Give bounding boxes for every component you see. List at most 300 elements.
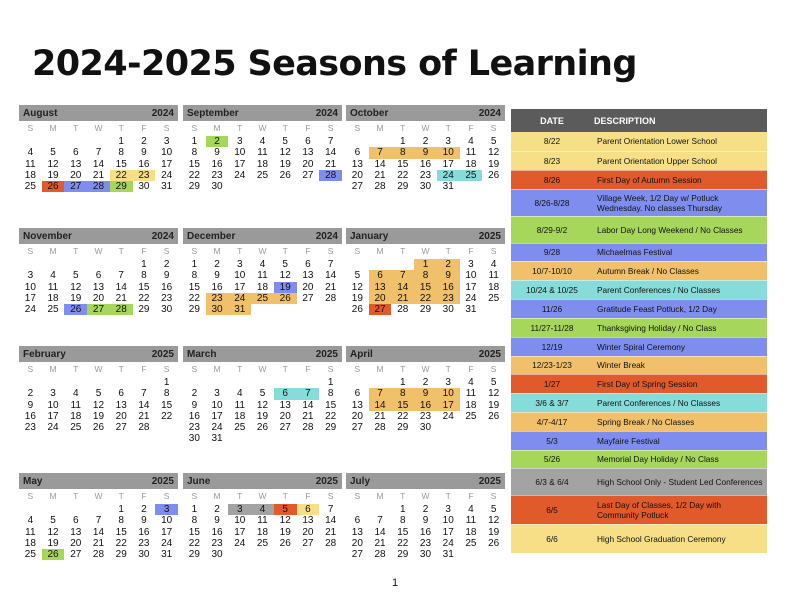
legend-description: Labor Day Long Weekend / No Classes (593, 216, 767, 243)
day-cell: 27 (351, 549, 363, 561)
day-cell: 26 (256, 422, 269, 434)
month-header (183, 228, 342, 244)
day-cell: 23 (419, 169, 432, 181)
day-cell: 6 (305, 136, 311, 147)
day-cell: 22 (188, 537, 200, 549)
weekday-label: M (376, 246, 384, 256)
legend-row (511, 132, 767, 151)
empty-cell (274, 377, 297, 388)
day-cell: 12 (279, 515, 291, 527)
day-cell: 24 (437, 170, 460, 181)
day-cell: 26 (279, 537, 291, 549)
day-cell: 13 (369, 282, 392, 293)
day-cell: 20 (302, 158, 314, 170)
day-cell: 5 (95, 388, 102, 400)
month-july (346, 473, 505, 560)
legend-row (511, 337, 767, 356)
day-cell: 13 (302, 270, 314, 282)
day-cell: 17 (47, 410, 59, 422)
day-cell: 14 (325, 270, 337, 282)
legend-date: 8/29-9/2 (511, 216, 593, 243)
legend-row (511, 318, 767, 337)
day-cell: 16 (161, 281, 173, 293)
day-cell: 21 (115, 292, 127, 304)
empty-cell (133, 377, 156, 388)
legend-row (511, 151, 767, 170)
month-header (19, 105, 178, 121)
day-cell: 19 (488, 399, 500, 411)
day-cell: 5 (282, 136, 288, 147)
day-cell: 13 (279, 399, 291, 411)
weekday-label: S (354, 491, 361, 501)
weekday-label: M (213, 123, 221, 133)
empty-cell (42, 377, 65, 388)
day-cell: 30 (188, 433, 200, 445)
day-cell: 25 (256, 537, 269, 549)
legend-date: 11/26 (511, 299, 593, 318)
day-cell: 2 (206, 136, 229, 147)
day-cell: 18 (256, 526, 269, 538)
day-cell: 9 (141, 147, 147, 159)
day-cell: 11 (465, 515, 477, 527)
empty-cell (110, 377, 133, 388)
legend-description: High School Only - Student Led Conferences (593, 468, 767, 495)
month-year: 2025 (478, 230, 501, 242)
day-cell: 15 (138, 281, 150, 293)
weekday-label: S (163, 246, 170, 256)
weekday-label: S (490, 246, 497, 256)
empty-cell (19, 504, 42, 515)
day-cell: 15 (325, 399, 337, 411)
legend-date: 8/26-8/28 (511, 189, 593, 216)
day-cell: 23 (437, 293, 460, 304)
day-cell: 8 (118, 515, 124, 527)
day-cell: 3 (163, 136, 170, 147)
empty-cell (19, 259, 42, 270)
weekday-label: W (258, 123, 267, 133)
weekday-label: T (237, 246, 243, 256)
day-cell: 5 (50, 515, 56, 527)
weekday-label: W (94, 246, 103, 256)
weekday-label: S (490, 491, 497, 501)
day-cell: 4 (237, 388, 243, 400)
day-cell: 9 (214, 270, 220, 282)
month-header (346, 346, 505, 362)
legend-row (511, 393, 767, 412)
day-cell: 13 (351, 158, 363, 170)
weekday-label: M (213, 491, 221, 501)
empty-cell (369, 377, 392, 388)
day-cell: 23 (138, 537, 150, 549)
weekday-label: M (49, 246, 57, 256)
day-cell: 15 (391, 400, 414, 411)
day-cell: 9 (414, 388, 437, 399)
day-cell: 17 (161, 158, 173, 170)
day-cell: 1 (400, 377, 406, 388)
empty-cell (64, 377, 87, 388)
day-cell: 23 (419, 537, 432, 549)
month-november (19, 228, 178, 315)
weekday-label: F (468, 246, 474, 256)
day-cell: 6 (297, 504, 320, 515)
legend-description: Michaelmas Festival (593, 243, 767, 261)
day-cell: 3 (237, 259, 243, 270)
day-cell: 21 (325, 158, 337, 170)
weekday-label: S (191, 246, 198, 256)
day-cell: 16 (211, 526, 223, 538)
day-cell: 20 (351, 410, 363, 422)
day-cell: 25 (24, 549, 36, 561)
day-cell: 16 (211, 158, 223, 170)
legend-description: High School Graduation Ceremony (593, 524, 767, 553)
weekday-label: S (163, 491, 170, 501)
legend-description: Parent Conferences / No Classes (593, 280, 767, 299)
day-cell: 2 (422, 504, 429, 515)
weekday-label: T (237, 491, 243, 501)
month-year: 2025 (478, 475, 501, 487)
day-cell: 26 (42, 181, 65, 192)
weekday-row (346, 123, 505, 134)
day-cell: 25 (47, 304, 59, 316)
month-august (19, 105, 178, 192)
weekday-label: S (27, 123, 34, 133)
month-header (183, 105, 342, 121)
day-cell: 7 (141, 388, 147, 400)
day-grid (19, 136, 178, 192)
empty-cell (346, 377, 369, 388)
day-cell: 15 (161, 399, 173, 411)
day-cell: 3 (50, 388, 56, 400)
day-cell: 28 (374, 422, 386, 434)
day-cell: 2 (437, 259, 460, 270)
day-cell: 22 (397, 410, 409, 422)
day-cell: 13 (70, 158, 82, 170)
legend-date: 12/23-1/23 (511, 356, 593, 374)
day-cell: 1 (191, 504, 198, 515)
month-january (346, 228, 505, 315)
day-cell: 29 (188, 304, 200, 316)
day-cell: 2 (141, 136, 147, 147)
day-cell: 7 (118, 270, 124, 282)
day-cell: 21 (374, 537, 386, 549)
day-cell: 5 (490, 377, 497, 388)
day-cell: 5 (490, 136, 497, 147)
day-cell: 10 (437, 147, 460, 158)
day-cell: 23 (211, 537, 223, 549)
month-year: 2025 (315, 348, 338, 360)
legend-row (511, 189, 767, 216)
month-year: 2025 (151, 348, 174, 360)
day-cell: 6 (305, 259, 311, 270)
day-cell: 18 (488, 281, 500, 293)
day-cell: 23 (206, 293, 229, 304)
day-cell: 21 (92, 169, 105, 181)
day-cell: 8 (191, 515, 198, 527)
legend-description: Winter Spiral Ceremony (593, 337, 767, 356)
empty-cell (64, 259, 87, 270)
day-cell: 14 (92, 526, 105, 538)
page-title: 2024-2025 Seasons of Learning (32, 44, 637, 84)
day-cell: 13 (302, 515, 314, 527)
weekday-label: T (445, 123, 451, 133)
day-cell: 9 (214, 147, 220, 159)
empty-cell (42, 136, 65, 147)
day-cell: 15 (414, 282, 437, 293)
day-cell: 1 (327, 377, 334, 388)
month-december (183, 228, 342, 315)
day-cell: 14 (374, 526, 386, 538)
day-cell: 26 (92, 422, 105, 434)
day-cell: 29 (188, 549, 200, 561)
day-cell: 28 (92, 549, 105, 561)
day-cell: 8 (400, 515, 406, 527)
day-cell: 28 (87, 181, 110, 192)
weekday-label: T (73, 123, 79, 133)
day-cell: 10 (234, 147, 246, 159)
day-cell: 2 (214, 504, 220, 515)
day-cell: 3 (228, 504, 251, 515)
empty-cell (346, 136, 369, 147)
month-year: 2025 (478, 348, 501, 360)
legend-row (511, 431, 767, 450)
empty-cell (19, 136, 42, 147)
day-cell: 1 (414, 259, 437, 270)
day-cell: 21 (374, 410, 386, 422)
day-cell: 19 (279, 158, 291, 170)
month-header (346, 228, 505, 244)
day-cell: 17 (234, 526, 246, 538)
day-cell: 8 (118, 147, 124, 159)
legend-description: Autumn Break / No Classes (593, 261, 767, 280)
legend-header-date: DATE (511, 109, 593, 132)
day-cell: 5 (274, 504, 297, 515)
legend-table (511, 109, 767, 554)
day-cell: 27 (279, 422, 291, 434)
month-header (183, 473, 342, 489)
day-cell: 10 (437, 388, 460, 399)
day-grid (19, 504, 178, 560)
weekday-label: T (400, 364, 406, 374)
weekday-label: M (376, 364, 384, 374)
weekday-label: M (376, 491, 384, 501)
day-cell: 30 (211, 181, 223, 193)
weekday-row (183, 123, 342, 134)
day-cell: 31 (442, 181, 454, 193)
day-cell: 15 (188, 281, 200, 293)
day-cell: 19 (274, 282, 297, 293)
month-year: 2024 (315, 230, 338, 242)
legend-row (511, 243, 767, 261)
legend-row (511, 524, 767, 553)
day-cell: 19 (47, 537, 59, 549)
weekday-label: T (73, 246, 79, 256)
day-cell: 15 (115, 158, 127, 170)
weekday-label: S (490, 123, 497, 133)
day-cell: 30 (161, 304, 173, 316)
day-cell: 6 (274, 388, 297, 399)
day-cell: 24 (24, 304, 36, 316)
day-cell: 26 (488, 169, 500, 181)
day-cell: 2 (422, 377, 429, 388)
legend-row (511, 216, 767, 243)
legend-date: 3/6 & 3/7 (511, 393, 593, 412)
day-cell: 17 (161, 526, 173, 538)
day-cell: 23 (211, 169, 223, 181)
day-cell: 16 (188, 410, 200, 422)
weekday-row (183, 246, 342, 257)
weekday-label: M (376, 123, 384, 133)
weekday-label: F (305, 123, 311, 133)
empty-cell (346, 504, 369, 515)
day-cell: 1 (191, 259, 198, 270)
day-cell: 4 (468, 377, 474, 388)
legend-description: Memorial Day Holiday / No Class (593, 450, 767, 468)
day-cell: 11 (234, 399, 245, 411)
month-march (183, 346, 342, 445)
legend-date: 10/7-10/10 (511, 261, 593, 280)
weekday-label: F (141, 123, 147, 133)
day-cell: 13 (92, 281, 105, 293)
day-cell: 1 (118, 136, 124, 147)
day-cell: 15 (188, 158, 200, 170)
month-year: 2024 (151, 107, 174, 119)
month-year: 2025 (315, 475, 338, 487)
weekday-label: W (421, 123, 430, 133)
empty-cell (87, 136, 110, 147)
day-cell: 8 (327, 388, 334, 400)
day-cell: 21 (92, 537, 105, 549)
day-cell: 6 (95, 270, 102, 282)
day-cell: 18 (47, 292, 59, 304)
day-cell: 26 (351, 304, 363, 316)
weekday-label: F (141, 364, 147, 374)
day-cell: 22 (397, 169, 409, 181)
legend-description: Gratitude Feast Potluck, 1/2 Day (593, 299, 767, 318)
empty-cell (64, 504, 87, 515)
day-cell: 4 (27, 515, 34, 527)
day-cell: 20 (369, 293, 392, 304)
month-header (19, 473, 178, 489)
empty-cell (228, 377, 251, 388)
day-cell: 28 (397, 304, 409, 316)
day-cell: 25 (234, 422, 246, 434)
day-cell: 5 (73, 270, 79, 282)
day-cell: 19 (488, 158, 500, 170)
day-cell: 12 (488, 388, 500, 400)
weekday-label: T (237, 123, 243, 133)
empty-cell (346, 259, 369, 270)
day-cell: 22 (188, 292, 200, 304)
day-cell: 21 (391, 293, 414, 304)
day-cell: 27 (351, 181, 363, 193)
day-cell: 22 (325, 410, 337, 422)
month-name: March (187, 348, 217, 360)
day-cell: 18 (256, 158, 269, 170)
weekday-label: S (163, 123, 170, 133)
day-cell: 28 (110, 304, 133, 315)
day-cell: 30 (211, 549, 223, 561)
day-cell: 17 (211, 410, 223, 422)
legend-date: 8/26 (511, 170, 593, 189)
weekday-label: T (445, 364, 451, 374)
day-cell: 13 (115, 399, 127, 411)
day-cell: 30 (442, 304, 454, 316)
day-cell: 4 (259, 136, 266, 147)
day-cell: 20 (351, 537, 363, 549)
day-cell: 31 (442, 549, 454, 561)
legend-description: First Day of Autumn Session (593, 170, 767, 189)
legend-row (511, 299, 767, 318)
day-cell: 9 (27, 399, 34, 411)
day-cell: 3 (445, 136, 451, 147)
empty-cell (369, 136, 392, 147)
page-number: 1 (392, 577, 399, 589)
day-cell: 2 (214, 259, 220, 270)
day-cell: 23 (161, 292, 173, 304)
day-cell: 13 (302, 147, 314, 159)
day-cell: 7 (95, 147, 102, 159)
day-cell: 21 (138, 410, 150, 422)
month-name: December (187, 230, 236, 242)
day-cell: 3 (155, 504, 178, 515)
legend-header-description: DESCRIPTION (593, 109, 767, 132)
day-cell: 29 (397, 549, 409, 561)
day-cell: 15 (188, 526, 200, 538)
day-cell: 17 (442, 158, 454, 170)
day-cell: 10 (234, 515, 246, 527)
empty-cell (42, 504, 65, 515)
month-header (346, 473, 505, 489)
day-cell: 16 (414, 400, 437, 411)
day-cell: 9 (163, 270, 170, 282)
day-cell: 22 (110, 170, 133, 181)
weekday-label: S (327, 246, 334, 256)
day-cell: 9 (422, 515, 429, 527)
day-cell: 12 (279, 270, 291, 282)
month-april (346, 346, 505, 433)
day-grid (346, 504, 505, 560)
day-cell: 6 (73, 515, 79, 527)
month-june (183, 473, 342, 560)
weekday-label: M (49, 123, 57, 133)
day-cell: 6 (118, 388, 124, 400)
day-cell: 5 (354, 270, 361, 282)
day-cell: 10 (211, 399, 223, 411)
day-cell: 11 (70, 399, 81, 411)
day-cell: 23 (188, 422, 200, 434)
day-cell: 4 (50, 270, 56, 282)
day-cell: 14 (302, 399, 314, 411)
weekday-row (183, 491, 342, 502)
day-cell: 18 (256, 281, 269, 293)
day-cell: 1 (163, 377, 170, 388)
day-cell: 20 (302, 526, 314, 538)
month-header (346, 105, 505, 121)
weekday-row (19, 364, 178, 375)
empty-cell (297, 377, 320, 388)
day-cell: 11 (465, 147, 477, 159)
weekday-label: T (400, 123, 406, 133)
legend-header-row (511, 109, 767, 132)
day-cell: 8 (391, 147, 414, 158)
legend-row (511, 468, 767, 495)
day-cell: 26 (279, 169, 291, 181)
day-cell: 24 (442, 410, 454, 422)
day-cell: 7 (327, 136, 334, 147)
day-cell: 1 (118, 504, 124, 515)
day-cell: 23 (24, 422, 36, 434)
month-name: November (23, 230, 72, 242)
